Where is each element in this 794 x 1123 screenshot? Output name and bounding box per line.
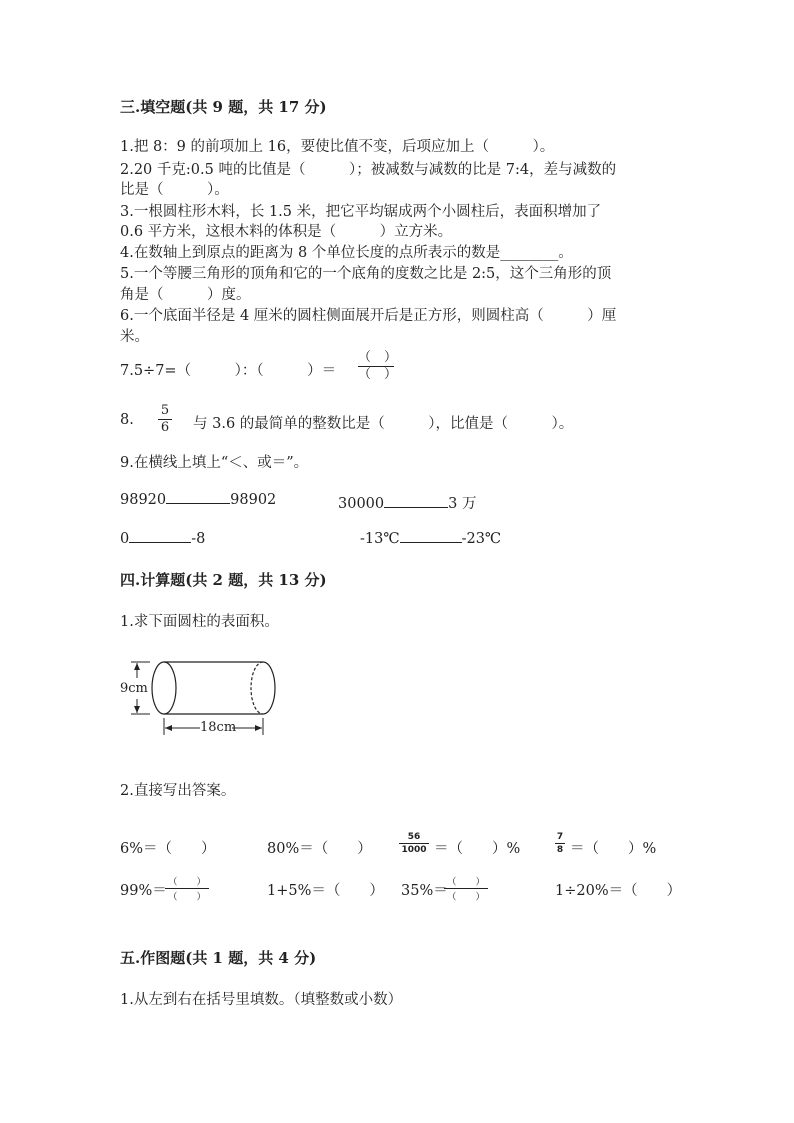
compare-item-3	[120, 531, 205, 547]
compare-item-4	[360, 531, 501, 547]
compare-item-2	[338, 492, 476, 513]
section-5-heading: 五.作图题(共 1 题，共 4 分)	[120, 949, 317, 967]
frac-den: （ ）	[167, 892, 206, 903]
compare-right: -8	[191, 531, 206, 547]
question-3-3-line2: 0.6 平方米，这根木料的体积是（ ）立方米。	[120, 224, 453, 240]
q7-frac-num: （ ）	[358, 350, 398, 365]
question-3-2-line2: 比是（ ）。	[120, 182, 229, 198]
calc-35-percent-prefix: 35%＝	[401, 883, 448, 899]
frac-den: 8	[556, 845, 564, 855]
calc-80-percent: 80%＝（ ）	[267, 841, 372, 857]
compare-left: -13℃	[360, 531, 400, 547]
question-4-1: 1.求下面圆柱的表面积。	[120, 614, 279, 630]
question-3-6-line1: 6.一个底面半径是 4 厘米的圆柱侧面展开后是正方形，则圆柱高（ ）厘	[120, 308, 617, 324]
frac-num: （ ）	[167, 877, 206, 888]
calc-56-over-1000-rest: ＝（ ）%	[434, 841, 521, 857]
arrowhead	[255, 725, 262, 731]
calc-56-over-1000-fraction	[399, 832, 429, 855]
frac-num: 7	[556, 832, 564, 842]
frac-den: （ ）	[446, 892, 485, 903]
cylinder-height-label: 9cm	[120, 681, 148, 696]
answer-blank[interactable]	[129, 542, 191, 543]
compare-left: 30000	[338, 496, 385, 512]
fraction-bar	[555, 843, 565, 844]
question-3-8-text: 与 3.6 的最简单的整数比是（ ），比值是（ ）。	[193, 416, 574, 432]
arrowhead	[134, 663, 140, 670]
compare-right: 98902	[230, 492, 277, 508]
frac-num: 56	[407, 832, 421, 842]
cylinder-right-hidden	[251, 662, 263, 714]
calc-99-percent-prefix: 99%＝	[120, 883, 167, 899]
compare-left: 0	[120, 531, 130, 547]
section-4-heading: 四.计算题(共 2 题，共 13 分)	[120, 571, 327, 589]
calc-6-percent: 6%＝（ ）	[120, 841, 216, 857]
question-3-4: 4.在数轴上到原点的距离为 8 个单位长度的点所表示的数是________。	[120, 245, 573, 261]
answer-blank[interactable]	[166, 503, 230, 504]
arrowhead	[165, 725, 172, 731]
compare-right: 3 万	[448, 496, 477, 512]
question-4-2: 2.直接写出答案。	[120, 783, 236, 799]
question-3-7: 7.5÷7=（ ）：（ ）＝	[120, 363, 337, 379]
frac-num: （ ）	[446, 877, 485, 888]
calc-99-percent-fraction	[165, 874, 209, 903]
q8-frac-den: 6	[160, 420, 170, 435]
cylinder-right-front	[263, 662, 275, 714]
calc-1-plus-5-percent: 1+5%＝（ ）	[267, 883, 384, 899]
question-3-9: 9.在横线上填上“＜、或＝”。	[120, 455, 309, 471]
cylinder-left-base	[152, 662, 176, 714]
compare-left: 98920	[120, 492, 167, 508]
question-3-1: 1.把 8：9 的前项加上 16，要使比值不变，后项应加上（ ）。	[120, 139, 555, 155]
calc-35-percent-fraction	[444, 874, 488, 903]
q7-frac-den: （ ）	[358, 367, 398, 382]
arrowhead	[134, 706, 140, 713]
question-3-3-line1: 3.一根圆柱形木料，长 1.5 米，把它平均锯成两个小圆柱后，表面积增加了	[120, 204, 602, 220]
calc-7-over-8-fraction	[555, 832, 565, 855]
question-3-5-line2: 角是（ ）度。	[120, 287, 251, 303]
fraction-bar	[444, 888, 488, 889]
cylinder-length-label: 18cm	[200, 720, 237, 735]
answer-blank[interactable]	[400, 542, 462, 543]
question-3-2-line1: 2.20 千克:0.5 吨的比值是（ ）；被减数与减数的比是 7:4，差与减数的	[120, 162, 617, 178]
calc-1-div-20-percent: 1÷20%＝（ ）	[555, 883, 682, 899]
section-3-heading: 三.填空题(共 9 题，共 17 分)	[120, 98, 327, 116]
question-5-1: 1.从左到右在括号里填数。（填整数或小数）	[120, 992, 403, 1008]
fraction-bar	[165, 888, 209, 889]
question-3-8-number: 8.	[120, 412, 134, 428]
answer-blank[interactable]	[384, 507, 448, 508]
question-3-6-line2: 米。	[120, 329, 149, 345]
q8-fraction	[158, 404, 172, 435]
compare-item-1	[120, 492, 276, 508]
frac-den: 1000	[401, 845, 427, 855]
fraction-bar	[399, 843, 429, 844]
q7-fraction	[358, 350, 398, 382]
question-3-5-line1: 5.一个等腰三角形的顶角和它的一个底角的度数之比是 2:5，这个三角形的顶	[120, 266, 612, 282]
calc-7-over-8-rest: ＝（ ）%	[570, 841, 657, 857]
q8-frac-num: 5	[160, 403, 170, 418]
compare-right: -23℃	[461, 531, 502, 547]
